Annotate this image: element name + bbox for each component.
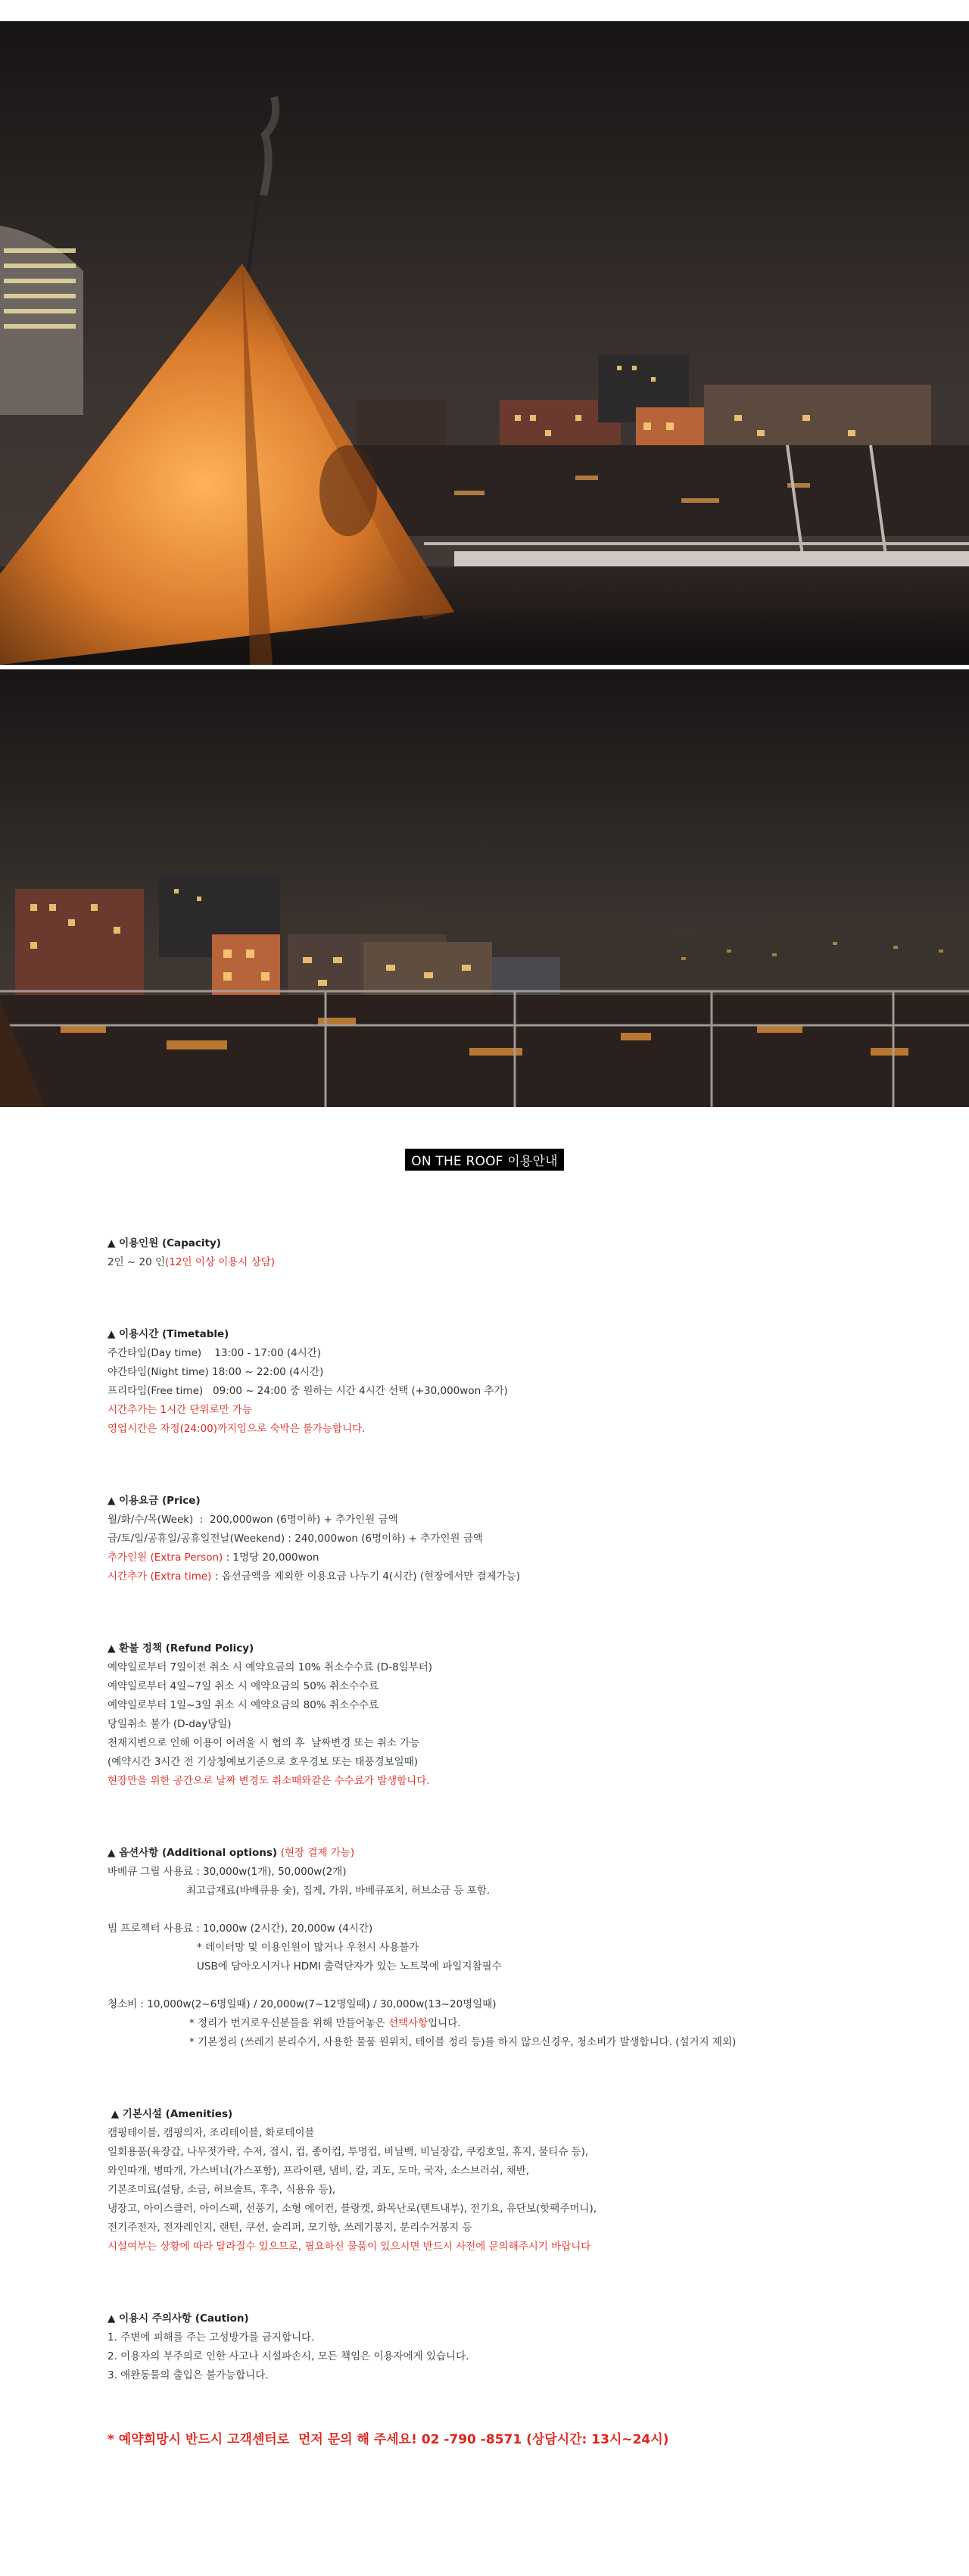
amenities-line: 일회용품(육장갑, 나무젓가락, 수저, 접시, 컵, 종이컵, 투명컵, 비닐백, 비닐장갑, 쿠킹호일, 휴지, 물티슈 등), (107, 2146, 589, 2158)
timetable-extra-note: 시간추가는 1시간 단위로만 가능 (107, 1404, 252, 1416)
amenities-line: 캠핑테이블, 캠핑의자, 조리테이블, 화로테이블 (107, 2127, 315, 2139)
bbq-grill-line: 바베큐 그릴 사용료 : 30,000w(1개), 50,000w(2개) (107, 1866, 347, 1878)
capacity-line (107, 1253, 865, 1272)
amenities-line: 전기주전자, 전자레인지, 랜턴, 쿠션, 슬리퍼, 모기향, 쓰레기봉지, 분리수거봉지 등 (107, 2222, 472, 2234)
rooftop-tent-night-photo (0, 21, 969, 665)
caution-section (107, 2309, 865, 2385)
price-extra-person (107, 1548, 865, 1567)
timetable-night: 야간타임(Night time) 18:00 ~ 22:00 (4시간) (107, 1366, 324, 1378)
refund-line: 예약일로부터 4일~7일 취소 시 예약요금의 50% 취소수수료 (107, 1680, 379, 1692)
capacity-range: 2인 ~ 20 인 (107, 1256, 166, 1268)
options-heading (107, 1844, 865, 1863)
caution-line: 2. 이용자의 부주의로 인한 사고나 시설파손시, 모든 책임은 이용자에게 있습니다. (107, 2350, 469, 2362)
refund-heading: ▲ 환불 정책 (Refund Policy) (107, 1642, 254, 1654)
refund-line: (예약시간 3시간 전 기상청예보기준으로 호우경보 또는 태풍경보일때) (107, 1756, 419, 1768)
refund-section (107, 1639, 865, 1791)
reservation-contact-notice: * 예약희망시 반드시 고객센터로 먼저 문의 해 주세요! 02 -790 -8571 (상담시간: 13시~24시) (107, 2432, 669, 2447)
amenities-line: 기본조미료(설탕, 소금, 허브솔트, 후추, 식용유 등), (107, 2184, 336, 2196)
price-extra-time (107, 1567, 865, 1586)
options-heading-text: ▲ 옵션사항 (Additional options) (107, 1847, 281, 1859)
timetable-free: 프리타임(Free time) 09:00 ~ 24:00 중 원하는 시간 4시간 선택 (+30,000won 추가) (107, 1385, 508, 1397)
options-heading-note: (현장 결제 가능) (280, 1847, 355, 1859)
timetable-closing-note: 영업시간은 자정(24:00)까지임으로 숙박은 불가능합니다. (107, 1423, 366, 1435)
refund-line: 당일취소 불가 (D-day당일) (107, 1718, 232, 1730)
cleaning-fee-note: * 기본정리 (쓰레기 분리수거, 사용한 물품 원위치, 테이블 정리 등)를 하지 않으신경우, 청소비가 발생합니다. (설거지 제외) (189, 2036, 737, 2048)
refund-warning: 현장만을 위한 공간으로 날짜 변경도 취소때와같은 수수료가 발생합니다. (107, 1775, 430, 1787)
capacity-section (107, 1234, 865, 1272)
extra-person-value: : 1명당 20,000won (223, 1552, 319, 1564)
amenities-line: 와인따개, 병따개, 가스버너(가스포함), 프라이팬, 냄비, 칼, 괴도, 도마, 국자, 소스브러쉬, 채반, (107, 2165, 530, 2177)
bbq-grill-note: 최고급재료(바베큐용 숯), 집게, 가위, 바베큐포치, 허브소금 등 포함. (186, 1885, 491, 1897)
city-night-view-photo (0, 669, 969, 1107)
capacity-note: (12인 이상 이용시 상담) (165, 1256, 275, 1268)
amenities-section (107, 2105, 865, 2256)
price-section (107, 1492, 865, 1586)
cleaning-fee-note (107, 2014, 865, 2033)
extra-time-label: 시간추가 (Extra time) (107, 1570, 212, 1583)
caution-line: 3. 애완동물의 출입은 불가능합니다. (107, 2369, 269, 2381)
cleaning-note-suffix: 입니다. (428, 2017, 461, 2029)
options-section (107, 1844, 865, 2052)
refund-line: 예약일로부터 7일이전 취소 시 예약요금의 10% 취소수수료 (D-8일부터) (107, 1661, 433, 1673)
page-title-wrap (0, 1149, 969, 1171)
refund-line: 예약일로부터 1일~3일 취소 시 예약요금의 80% 취소수수료 (107, 1699, 379, 1711)
caution-heading: ▲ 이용시 주의사항 (Caution) (107, 2312, 249, 2325)
capacity-heading: ▲ 이용인원 (Capacity) (107, 1237, 221, 1249)
extra-time-value: : 옵션금액을 제외한 이용요금 나누기 4(시간) (현장에서만 결제가능) (211, 1570, 521, 1583)
amenities-note: 시설여부는 상황에 따라 달라질수 있으므로, 필요하신 물품이 있으시면 반드시 사전에 문의해주시기 바랍니다 (107, 2241, 591, 2253)
cleaning-fee-line: 청소비 : 10,000w(2~6명일때) / 20,000w(7~12명일때) / 30,000w(13~20명일때) (107, 1998, 497, 2010)
timetable-heading: ▲ 이용시간 (Timetable) (107, 1328, 229, 1340)
beam-projector-note: * 데이터망 및 이용인원이 많거나 우천시 사용불가 (197, 1941, 419, 1954)
usage-guide (107, 1234, 865, 2450)
amenities-heading: ▲ 기본시설 (Amenities) (107, 2108, 233, 2120)
page-title: ON THE ROOF 이용안내 (405, 1149, 563, 1171)
cleaning-note-prefix: * 정리가 번거로우신분들을 위해 만들어놓은 (189, 2017, 388, 2029)
beam-projector-note: USB에 담아오시거나 HDMI 출력단자가 있는 노트북에 파일지참필수 (197, 1960, 502, 1973)
caution-line: 1. 주변에 피해를 주는 고성방가를 금지합니다. (107, 2331, 315, 2344)
timetable-section (107, 1325, 865, 1439)
timetable-day: 주간타임(Day time) 13:00 - 17:00 (4시간) (107, 1347, 322, 1359)
extra-person-label: 추가인원 (Extra Person) (107, 1552, 223, 1564)
refund-line: 천재지변으로 인해 이용이 어려울 시 협의 후 날짜변경 또는 취소 가능 (107, 1737, 420, 1749)
price-weekday: 월/화/수/목(Week) : 200,000won (6명이하) + 추가인원 금액 (107, 1514, 398, 1526)
price-heading: ▲ 이용요금 (Price) (107, 1495, 201, 1507)
amenities-line: 냉장고, 아이스클러, 아이스팩, 선풍기, 소형 에어컨, 블랑켓, 화목난로(텐트내부), 전기요, 유단보(핫팩주머니), (107, 2203, 597, 2215)
beam-projector-line: 빔 프로젝터 사용료 : 10,000w (2시간), 20,000w (4시간) (107, 1923, 373, 1935)
price-weekend: 금/토/일/공휴일/공휴일전날(Weekend) : 240,000won (6명이하) + 추가인원 금액 (107, 1533, 483, 1545)
cleaning-note-optional: 선택사항 (388, 2017, 428, 2029)
